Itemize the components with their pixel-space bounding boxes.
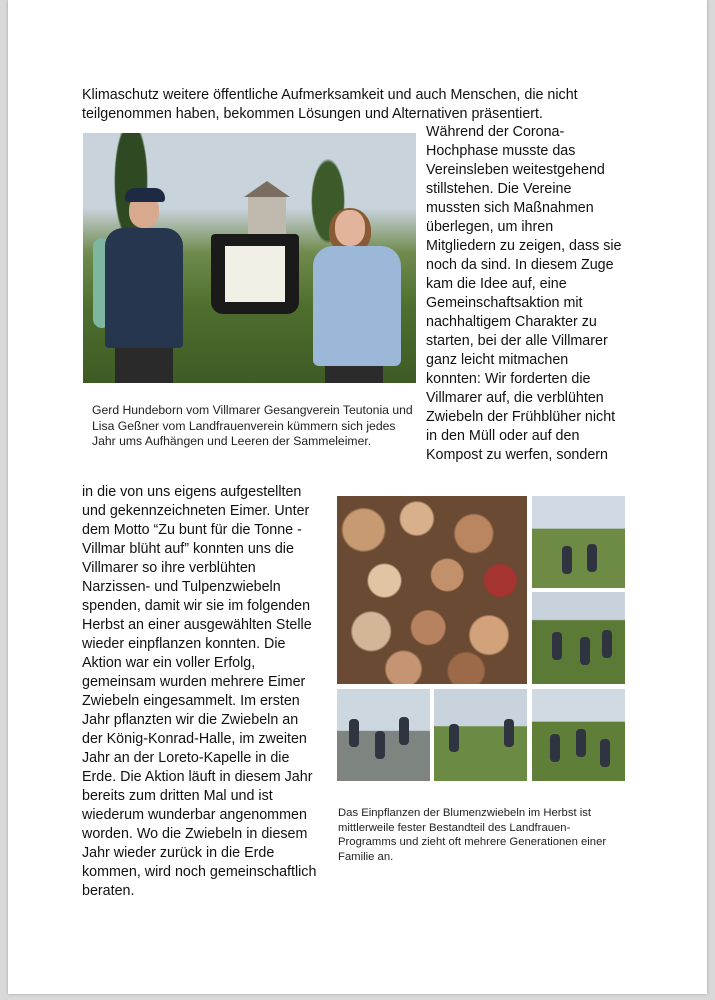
left-column-paragraph: in die von uns eigens aufgestellten und gekennzeichneten Eimer. Unter dem Motto “Zu bunt für die Tonne - Villmar blüht auf” konnten uns die Villmarer so ihre verblühten Narzissen- und Tulpenzwiebeln spenden, damit wir sie im folgenden Herbst an einer ausgewählten Stelle wieder einpflanzen konnten. Die Aktion war ein voller Erfolg, gemeinsam wurden mehrere Eimer Zwiebeln eingesammelt. Im ersten Jahr pflanzten wir die Zwiebeln an der König-Konrad-Halle, im zweiten Jahr an der Loreto-Kapelle in die Erde. Die Aktion läuft in diesem Jahr bereits zum dritten Mal und ist wiederum wunderbar angenommen worden. Wo die Zwiebeln in diesem Jahr wieder zurück in die Erde kommen, wird noch gemeinschaftlich beraten. xyxy=(82,484,317,899)
photo-caption-gallery: Das Einpflanzen der Blumenzwiebeln im Herbst ist mittlerweile fester Bestandteil des Landfrauen-Programms und zieht oft mehrere Generationen einer Familie an. xyxy=(338,807,607,863)
photo-bucket-volunteers xyxy=(83,133,416,383)
photo-planting-1 xyxy=(532,496,625,588)
photo-planting-5 xyxy=(532,689,625,781)
man-figure xyxy=(93,188,193,383)
photo-planting-2 xyxy=(532,592,625,684)
photo-caption-main: Gerd Hundeborn vom Villmarer Gesangverein Teutonia und Lisa Geßner vom Landfrauenverein kümmern sich jedes Jahr ums Aufhängen und Leeren der Sammeleimer. xyxy=(92,403,413,448)
photo-planting-3 xyxy=(337,689,430,781)
photo-flower-bulbs xyxy=(337,496,527,684)
intro-paragraph: Klimaschutz weitere öffentliche Aufmerksamkeit und auch Menschen, die nicht teilgenommen haben, bekommen Lösungen und Alternativen präsentiert. xyxy=(82,87,578,122)
woman-figure xyxy=(301,208,411,383)
collection-bucket xyxy=(211,234,299,314)
right-column-paragraph: Während der Corona-Hochphase musste das Vereinsleben weitestgehend stillstehen. Die Vereine mussten sich Maßnahmen überlegen, um ihren Mitgliedern zu zeigen, dass sie noch da sind. In diesem Zuge kam die Idee auf, eine Gemeinschaftsaktion mit nachhaltigem Charakter zu starten, bei der alle Villmarer ganz leicht mitmachen konnten: Wir forderten die Villmarer auf, die verblühten Zwiebeln der Frühblüher nicht in den Müll oder auf den Kompost zu werfen, sondern xyxy=(426,124,622,463)
chapel-illustration xyxy=(248,195,286,235)
photo-planting-4 xyxy=(434,689,527,781)
